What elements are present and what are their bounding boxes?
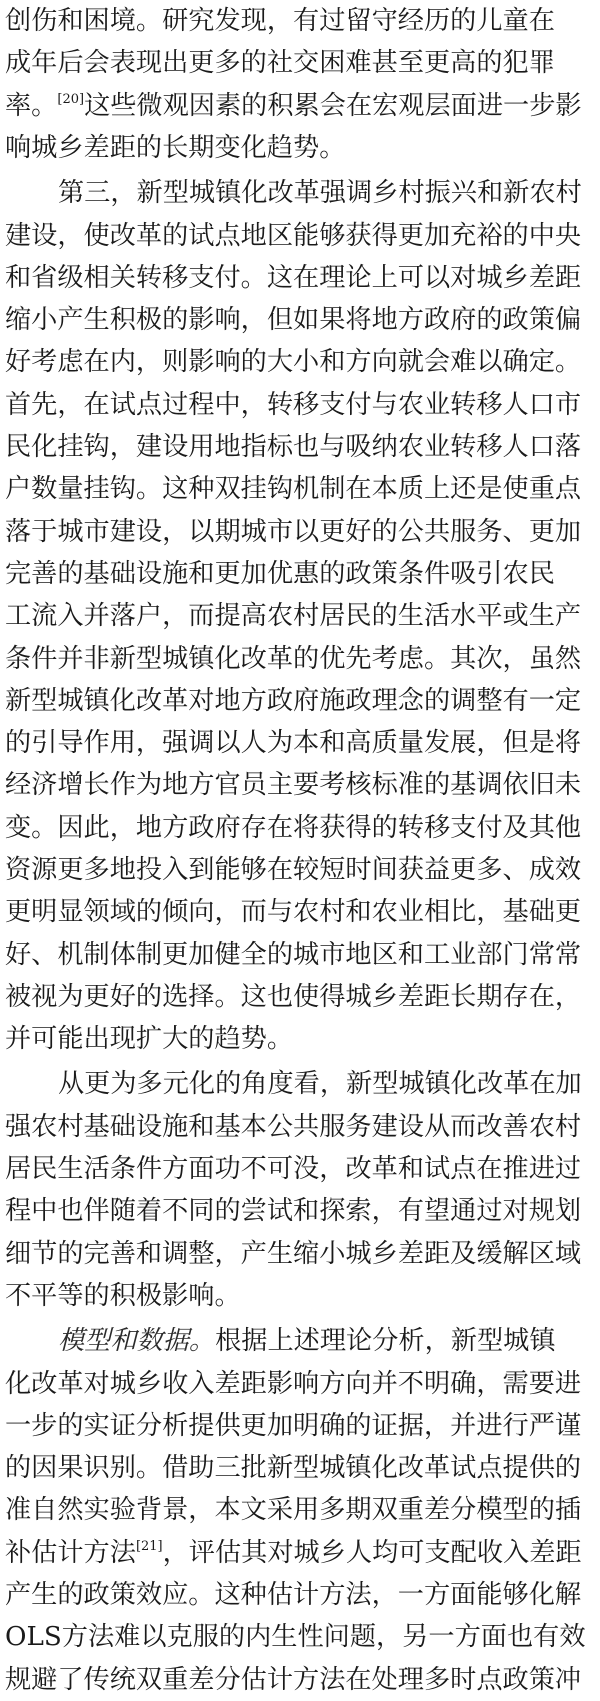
text-line: 落于城市建设，以期城市以更好的公共服务、更加	[5, 517, 582, 547]
text-line: 好、机制体制更加健全的城市地区和工业部门常常	[5, 940, 582, 970]
text-line: 经济增长作为地方官员主要考核标准的基调依旧未	[5, 770, 582, 800]
text-line: 的引导作用，强调以人为本和高质量发展，但是将	[5, 728, 582, 758]
text-segment: 补估计方法	[5, 1538, 136, 1568]
text-line: 户数量挂钩。这种双挂钩机制在本质上还是使重点	[5, 474, 582, 504]
text-line: 准自然实验背景，本文采用多期双重差分模型的插	[5, 1495, 582, 1525]
text-line: 居民生活条件方面功不可没，改革和试点在推进过	[5, 1154, 582, 1184]
text-line: 创伤和困境。研究发现，有过留守经历的儿童在	[5, 6, 555, 36]
text-line	[5, 1532, 595, 1574]
text-line: 更明显领域的倾向，而与农村和农业相比，基础更	[5, 897, 582, 927]
text-segment: 根据上述理论分析，新型城镇	[215, 1326, 556, 1356]
text-line: 响城乡差距的长期变化趋势。	[5, 133, 346, 163]
text-line: 和省级相关转移支付。这在理论上可以对城乡差距	[5, 263, 582, 293]
section-lead-heading: 模型和数据。	[58, 1326, 216, 1356]
text-segment: ，评估其对城乡人均可支配收入差距	[162, 1538, 582, 1568]
text-line: 的因果识别。借助三批新型城镇化改革试点提供的	[5, 1453, 582, 1483]
text-segment: 率。	[5, 91, 58, 121]
citation-ref: [20]	[57, 92, 85, 107]
text-line: 规避了传统双重差分估计方法在处理多时点政策冲	[5, 1665, 582, 1695]
text-line: 并可能出现扩大的趋势。	[5, 1024, 294, 1054]
text-line: 产生的政策效应。这种估计方法，一方面能够化解	[5, 1580, 582, 1610]
text-line: 好考虑在内，则影响的大小和方向就会难以确定。	[5, 347, 582, 377]
text-line: OLS方法难以克服的内生性问题，另一方面也有效	[5, 1622, 586, 1652]
text-segment: 这些微观因素的积累会在宏观层面进一步影	[84, 91, 582, 121]
text-line: 条件并非新型城镇化改革的优先考虑。其次，虽然	[5, 644, 582, 674]
text-line: 从更为多元化的角度看，新型城镇化改革在加	[58, 1069, 582, 1099]
text-line: 一步的实证分析提供更加明确的证据，并进行严谨	[5, 1411, 582, 1441]
text-line: 程中也伴随着不同的尝试和探索，有望通过对规划	[5, 1196, 582, 1226]
text-line: 第三，新型城镇化改革强调乡村振兴和新农村	[58, 178, 582, 208]
text-line: 首先，在试点过程中，转移支付与农业转移人口市	[5, 390, 582, 420]
text-line: 被视为更好的选择。这也使得城乡差距长期存在，	[5, 982, 582, 1012]
text-line: 民化挂钩，建设用地指标也与吸纳农业转移人口落	[5, 432, 582, 462]
citation-ref: [21]	[135, 1539, 163, 1554]
text-line: 化改革对城乡收入差距影响方向并不明确，需要进	[5, 1369, 582, 1399]
text-line: 不平等的积极影响。	[5, 1281, 241, 1311]
text-line: 细节的完善和调整，产生缩小城乡差距及缓解区域	[5, 1239, 582, 1269]
text-line: 缩小产生积极的影响，但如果将地方政府的政策偏	[5, 305, 582, 335]
text-line: 强农村基础设施和基本公共服务建设从而改善农村	[5, 1112, 582, 1142]
text-line: 建设，使改革的试点地区能够获得更加充裕的中央	[5, 221, 582, 251]
text-line: 完善的基础设施和更加优惠的政策条件吸引农民	[5, 559, 555, 589]
text-line: 新型城镇化改革对地方政府施政理念的调整有一定	[5, 686, 582, 716]
text-line: 变。因此，地方政府存在将获得的转移支付及其他	[5, 813, 582, 843]
text-line	[5, 85, 595, 127]
text-line	[58, 1320, 595, 1362]
text-line: 资源更多地投入到能够在较短时间获益更多、成效	[5, 855, 582, 885]
text-line: 成年后会表现出更多的社交困难甚至更高的犯罪	[5, 48, 555, 78]
text-line: 工流入并落户，而提高农村居民的生活水平或生产	[5, 601, 582, 631]
